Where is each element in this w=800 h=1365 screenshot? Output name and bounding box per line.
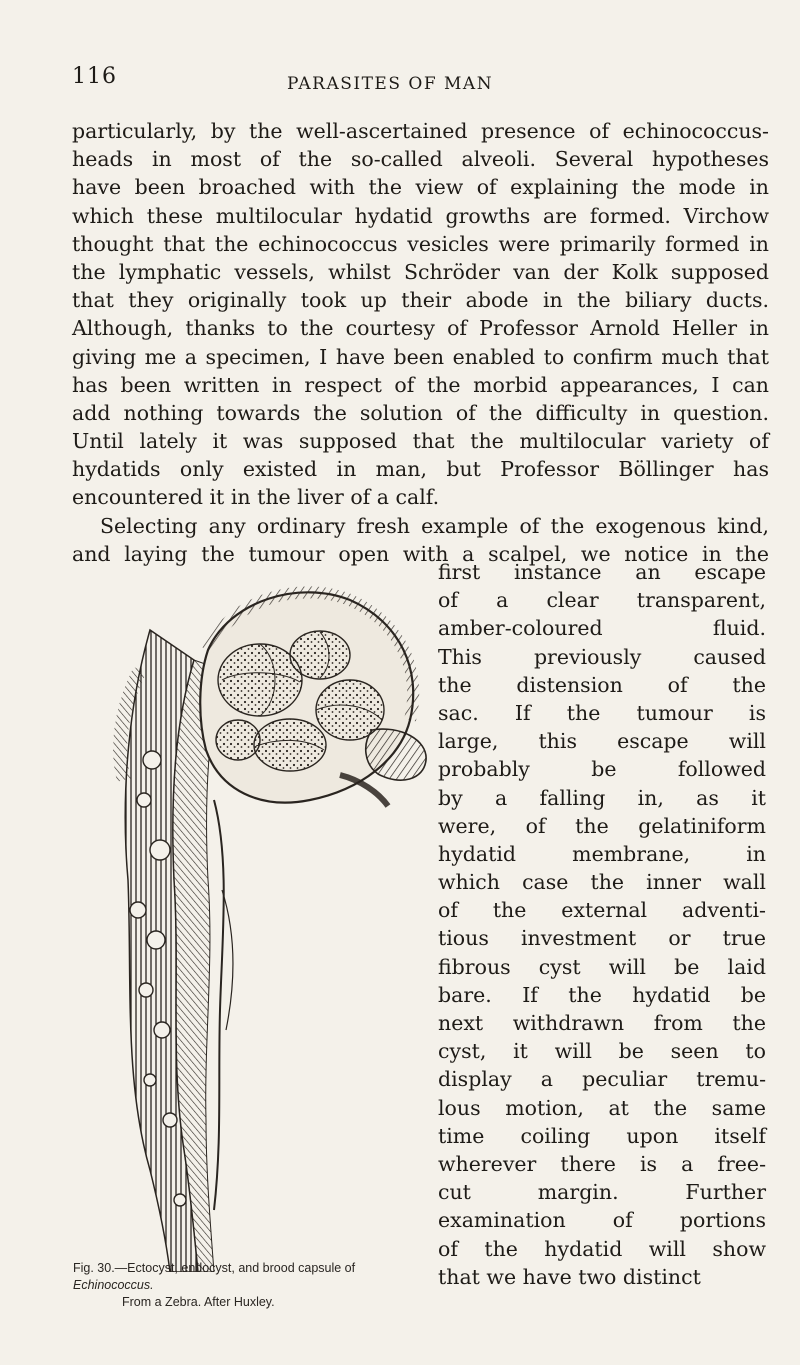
side-text-line: wherever there is a free- [438, 1151, 766, 1176]
text-line: Although, thanks to the courtesy of Professor Arnold Heller in [72, 316, 769, 341]
side-text-line: display a peculiar tremu- [438, 1067, 766, 1092]
text-line: has been written in respect of the morbid appearances, I can [72, 372, 769, 397]
side-text-line: hydatid membrane, in [438, 841, 766, 866]
text-line: the lymphatic vessels, whilst Schröder van der Kolk supposed [72, 259, 769, 284]
side-text-line: first instance an escape [438, 560, 766, 584]
caption-line-2: From a Zebra. After Huxley. [122, 1295, 275, 1309]
caption-prefix: Fig. 30.—Ectocyst, endocyst, and brood capsule of [73, 1261, 356, 1275]
text-line: which these multilocular hydatid growths are formed. Virchow [72, 203, 769, 228]
text-line: that they originally took up their abode in the biliary ducts. [72, 288, 769, 313]
text-line: Until lately it was supposed that the multilocular variety of [72, 429, 769, 454]
side-text-line: large, this escape will [438, 729, 766, 754]
caption-genus: Echinococcus. [73, 1278, 154, 1292]
page-header-title: PARASITES OF MAN [287, 74, 494, 94]
text-line: hydatids only existed in man, but Professor Böllinger has [72, 457, 769, 482]
text-line: and laying the tumour open with a scalpel, we notice in the [72, 541, 769, 566]
side-text-line: bare. If the hydatid be [438, 982, 766, 1007]
text-line: add nothing towards the solution of the difficulty in question. [72, 400, 769, 425]
side-text-line: which case the inner wall [438, 870, 766, 895]
side-text-line: of the hydatid will show [438, 1236, 766, 1261]
side-text-line: time coiling upon itself [438, 1123, 766, 1148]
side-text-line: next withdrawn from the [438, 1011, 766, 1035]
text-line: giving me a specimen, I have been enabled to confirm much that [72, 344, 769, 369]
text-line: encountered it in the liver of a calf. [72, 485, 440, 510]
text-line: heads in most of the so-called alveoli. Several hypotheses [72, 147, 769, 172]
side-text-line: lous motion, at the same [438, 1095, 766, 1120]
text-line: have been broached with the view of explaining the mode in [72, 175, 769, 200]
side-text-line: probably be followed [438, 757, 766, 782]
figure-caption [73, 1260, 433, 1311]
side-text-line: of the external adventi- [438, 898, 766, 923]
side-text-column [438, 558, 766, 1291]
caption-line-1 [73, 1261, 355, 1292]
side-text-line: amber-coloured fluid. [438, 616, 766, 641]
paragraph-first-line: Selecting any ordinary fresh example of the exogenous kind, [100, 513, 769, 538]
side-text-line: sac. If the tumour is [438, 700, 766, 725]
side-text-line: tious investment or true [438, 926, 766, 951]
side-text-line: This previously caused [438, 644, 766, 669]
side-text-line: by a falling in, as it [438, 785, 766, 810]
side-text-line: that we have two distinct [438, 1264, 701, 1289]
echinococcus-illustration [110, 560, 428, 1272]
side-text-line: were, of the gelatiniform [438, 813, 766, 838]
side-text-line: of a clear transparent, [438, 588, 766, 613]
text-line: thought that the echinococcus vesicles were primarily formed in [72, 231, 769, 256]
body-text [72, 117, 769, 568]
side-text-line: fibrous cyst will be laid [438, 954, 766, 979]
side-text-line: the distension of the [438, 672, 766, 697]
side-text-line: cyst, it will be seen to [438, 1039, 766, 1064]
lower-membrane [214, 800, 224, 1210]
page-number: 116 [72, 64, 117, 89]
engraving-svg [110, 560, 428, 1272]
side-text-line: cut margin. Further [438, 1180, 766, 1205]
running-head [72, 64, 772, 94]
text-line: particularly, by the well-ascertained presence of echinococcus- [72, 119, 769, 143]
side-text-line: examination of portions [438, 1208, 766, 1233]
